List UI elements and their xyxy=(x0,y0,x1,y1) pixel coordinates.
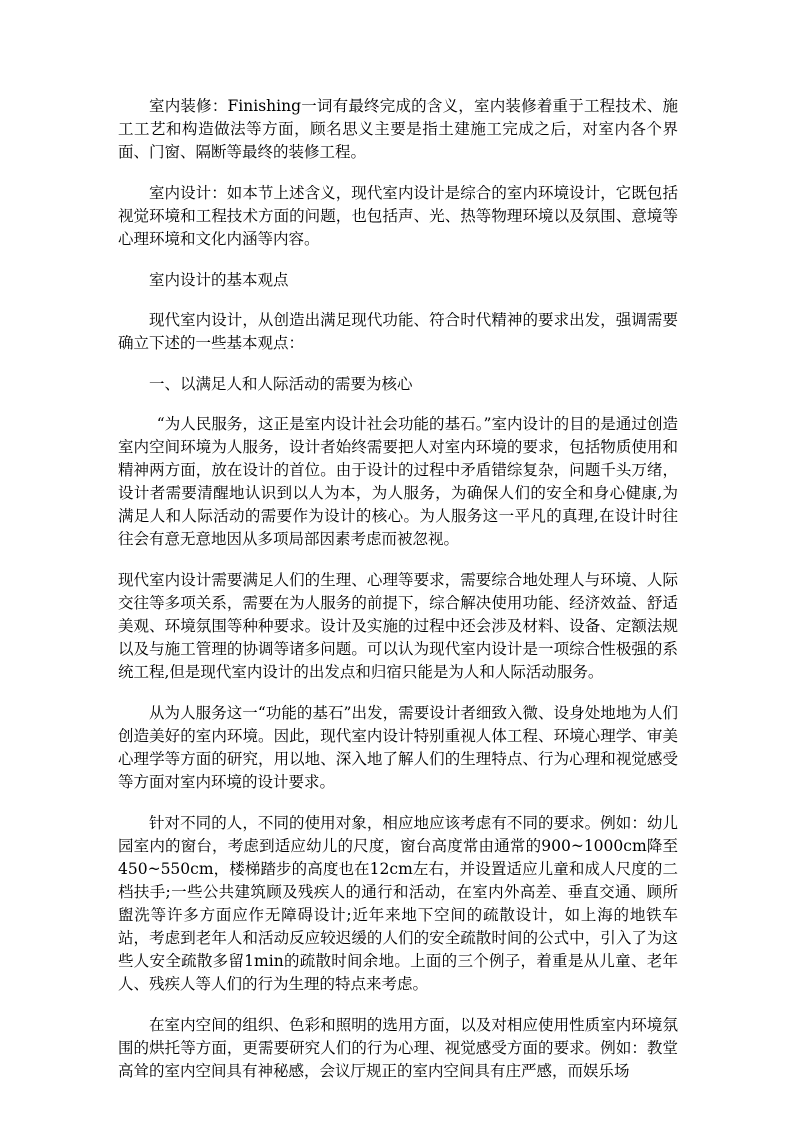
section-heading: 室内设计的基本观点 xyxy=(149,271,289,289)
paragraph-different-users: 针对不同的人，不同的使用对象，相应地应该考虑有不同的要求。例如：幼儿园室内的窗台，考虑到适应幼儿的尺度，窗台高度常由通常的900~1000cm降至450~550cm，楼梯踏步的高度也在12cm左右，并设置适应儿童和成人尺度的二档扶手;一些公共建筑顾及残疾人的通行和活动，在室内外高差、垂直交通、顾所盥洗等许多方面应作无障碍设计;近年来地下空间的疏散设计，如上海的地铁车站，考虑到老年人和活动反应较迟缓的人们的安全疏散时间的公式中，引入了为这些人安全疏散多留1min的疏散时间余地。上面的三个例子，着重是从儿童、老年人、残疾人等人们的行为生理的特点来考虑。 xyxy=(118,814,678,993)
paragraph-finishing: 室内装修：Finishing一词有最终完成的含义，室内装修着重于工程技术、施工工艺和构造做法等方面，顾名思义主要是指土建施工完成之后，对室内各个界面、门窗、隔断等最终的装修工程。 xyxy=(118,97,678,161)
paragraph-space-organization: 在室内空间的组织、色彩和照明的选用方面，以及对相应使用性质室内环境氛围的烘托等方面，更需要研究人们的行为心理、视觉感受方面的要求。例如：教堂高耸的室内空间具有神秘感，会议厅规正的室内空间具有庄严感，而娱乐场 xyxy=(118,1016,678,1080)
paragraph-function-foundation: 从为人服务这一“功能的基石”出发，需要设计者细致入微、设身处地地为人们创造美好的室内环境。因此，现代室内设计特别重视人体工程、环境心理学、审美心理学等方面的研究，用以地、深入地了解人们的生理特点、行为心理和视觉感受等方面对室内环境的设计要求。 xyxy=(118,704,678,791)
subheading-people-centered: 一、以满足人和人际活动的需要为核心 xyxy=(149,375,413,393)
paragraph-basic-views: 现代室内设计，从创造出满足现代功能、符合时代精神的要求出发，强调需要确立下述的一些基本观点： xyxy=(118,311,678,352)
paragraph-interior-design: 室内设计：如本节上述含义，现代室内设计是综合的室内环境设计，它既包括视觉环境和工程技术方面的问题，也包括声、光、热等物理环境以及氛围、意境等心理环境和文化内涵等内容。 xyxy=(118,184,678,248)
paragraph-modern-requirements: 现代室内设计需要满足人们的生理、心理等要求，需要综合地处理人与环境、人际交往等多项关系，需要在为人服务的前提下，综合解决使用功能、经济效益、舒适美观、环境氛围等种种要求。设计及实施的过程中还会涉及材料、设备、定额法规以及与施工管理的协调等诸多问题。可以认为现代室内设计是一项综合性极强的系统工程,但是现代室内设计的出发点和归宿只能是为人和人际活动服务。 xyxy=(118,571,678,681)
document-page xyxy=(118,95,678,1101)
paragraph-serve-people: “为人民服务，这正是室内设计社会功能的基石。”室内设计的目的是通过创造室内空间环境为人服务，设计者始终需要把人对室内环境的要求，包括物质使用和精神两方面，放在设计的首位。由于设计的过程中矛盾错综复杂，问题千头万绪，设计者需要清醒地认识到以人为本，为人服务，为确保人们的安全和身心健康,为满足人和人际活动的需要作为设计的核心。为人服务这一平凡的真理,在设计时往往会有意无意地因从多项局部因素考虑而被忽视。 xyxy=(118,415,678,548)
